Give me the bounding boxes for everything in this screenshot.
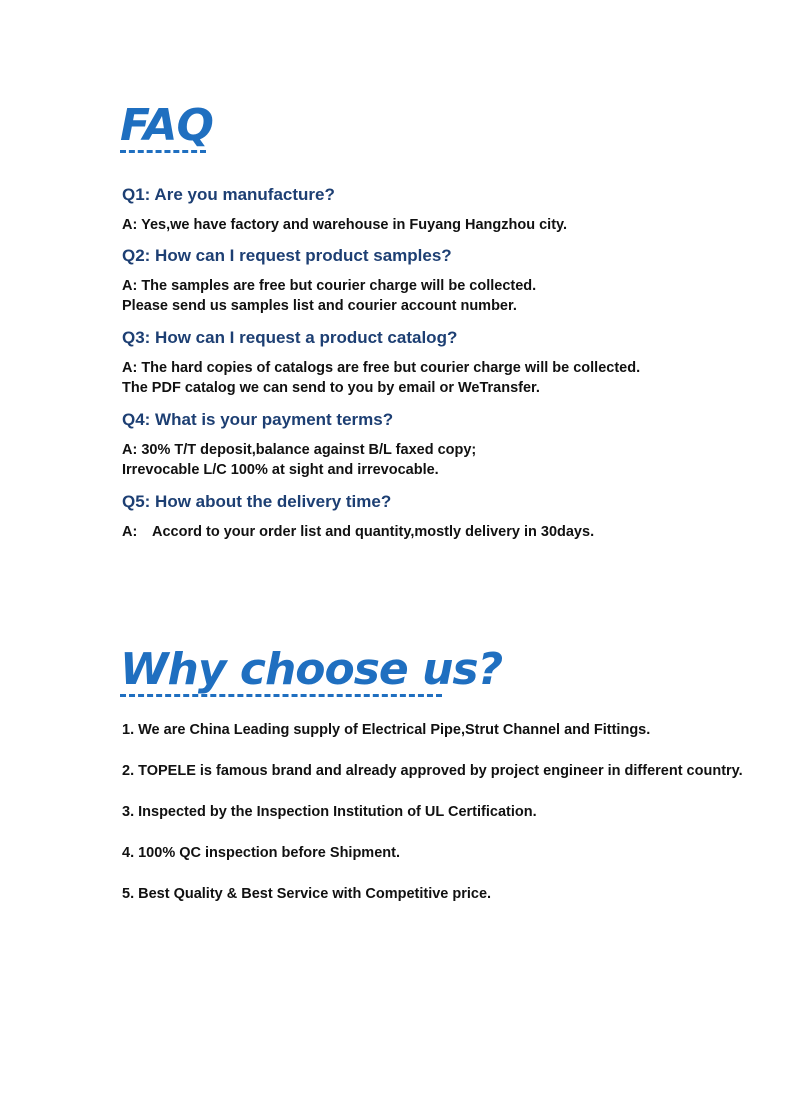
- why-item-4: 4. 100% QC inspection before Shipment.: [122, 845, 400, 861]
- faq-answer-5-text: Accord to your order list and quantity,mostly delivery in 30days.: [152, 524, 595, 540]
- faq-answer-2-line-1: A: The samples are free but courier charge will be collected.: [122, 278, 537, 294]
- faq-answer-3-line-2: The PDF catalog we can send to you by email or WeTransfer.: [122, 380, 540, 396]
- faq-item-3: [122, 328, 762, 398]
- faq-heading-text: FAQ: [120, 100, 213, 151]
- faq-heading: [120, 100, 213, 153]
- faq-item-2: [122, 246, 762, 316]
- why-item-3: 3. Inspected by the Inspection Institution of UL Certification.: [122, 804, 537, 820]
- faq-answer-2-line-2: Please send us samples list and courier account number.: [122, 298, 517, 314]
- why-item-2: 2. TOPELE is famous brand and already approved by project engineer in different country.: [122, 763, 743, 779]
- why-choose-us-heading-text: Why choose us?: [120, 644, 503, 695]
- faq-question-4: Q4: What is your payment terms?: [122, 410, 394, 429]
- why-item-5: 5. Best Quality & Best Service with Competitive price.: [122, 886, 492, 902]
- why-item-1: 1. We are China Leading supply of Electrical Pipe,Strut Channel and Fittings.: [122, 722, 651, 738]
- why-choose-us-list: [122, 720, 743, 925]
- faq-answer-2: [122, 276, 762, 316]
- faq-item-4: [122, 410, 762, 480]
- faq-item-1: [122, 185, 762, 235]
- faq-answer-1: [122, 215, 762, 235]
- faq-question-5: Q5: How about the delivery time?: [122, 492, 392, 511]
- faq-answer-3: [122, 358, 762, 398]
- faq-question-2: Q2: How can I request product samples?: [122, 246, 452, 265]
- faq-answer-5-line-1: [122, 522, 762, 542]
- faq-question-3: Q3: How can I request a product catalog?: [122, 328, 458, 347]
- why-choose-us-heading: [120, 644, 503, 697]
- faq-answer-5: [122, 522, 762, 542]
- faq-answer-4-line-2: Irrevocable L/C 100% at sight and irrevocable.: [122, 462, 439, 478]
- faq-answer-5-prefix: A:: [122, 524, 138, 540]
- faq-question-1: Q1: Are you manufacture?: [122, 185, 335, 204]
- faq-answer-1-line-1: A: Yes,we have factory and warehouse in Fuyang Hangzhou city.: [122, 217, 568, 233]
- faq-item-5: [122, 492, 762, 542]
- faq-answer-3-line-1: A: The hard copies of catalogs are free but courier charge will be collected.: [122, 360, 641, 376]
- faq-answer-4: [122, 440, 762, 480]
- faq-answer-4-line-1: A: 30% T/T deposit,balance against B/L faxed copy;: [122, 442, 477, 458]
